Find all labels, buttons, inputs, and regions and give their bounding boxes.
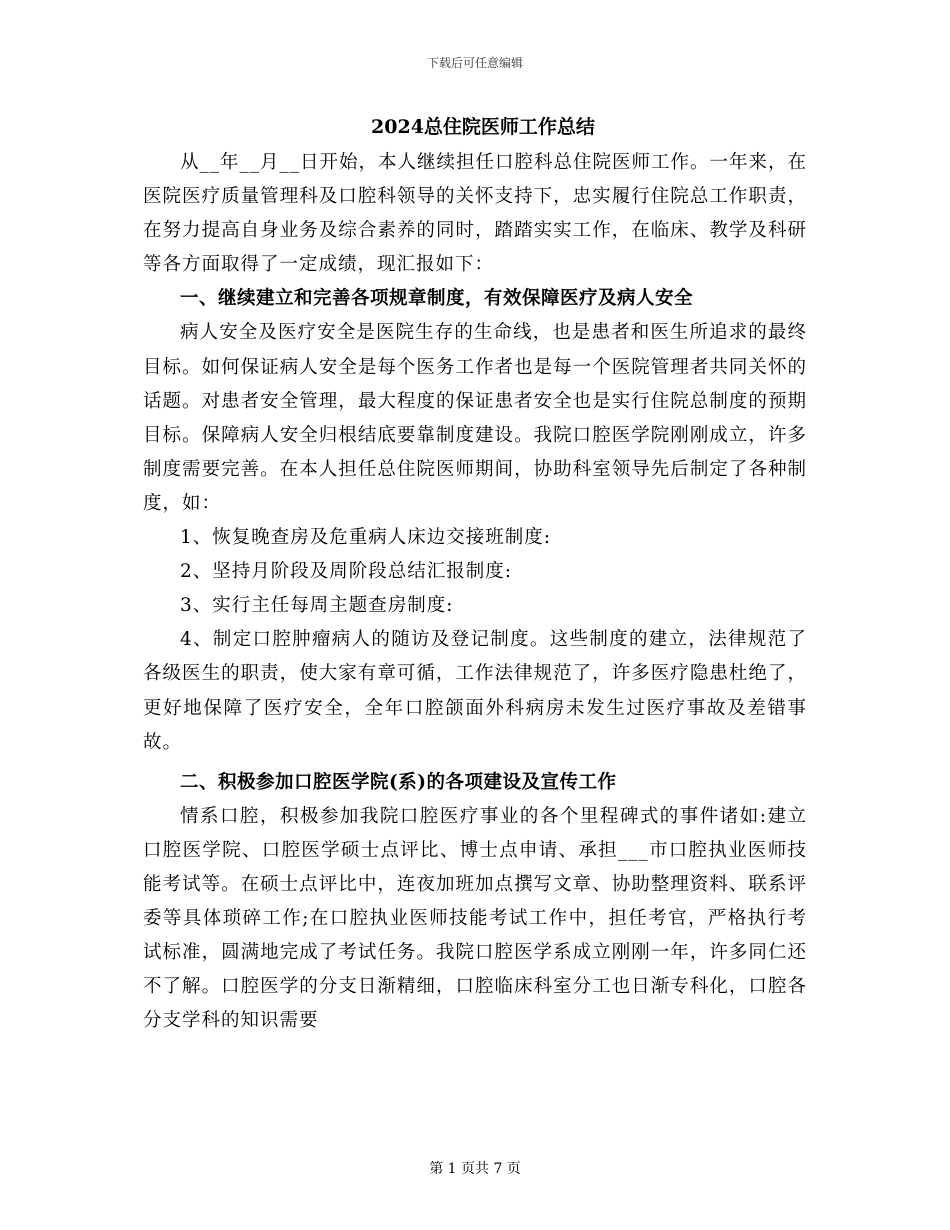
page-header: 下载后可任意编辑 <box>426 56 523 70</box>
section-1-paragraph: 病人安全及医疗安全是医院生存的生命线，也是患者和医生所追求的最终目标。如何保证病人安全是每个医务工作者也是每一个医院管理者共同关怀的话题。对患者安全管理，最大程度的保证患者安全也是实行住院总制度的预期目标。保障病人安全归根结底要靠制度建设。我院口腔医学院刚刚成立，许多制度需要完善。在本人担任总住院医师期间，协助科室领导先后制定了各种制度，如： <box>143 322 807 514</box>
document-title: 2024总住院医师工作总结 <box>371 116 595 138</box>
list-item: 4、制定口腔肿瘤病人的随访及登记制度。这些制度的建立，法律规范了各级医生的职责，使大家有章可循，工作法律规范了，许多医疗隐患杜绝了，更好地保障了医疗安全，全年口腔颌面外科病房未发生过医疗事故及差错事故。 <box>143 629 807 753</box>
section-1-heading: 一、继续建立和完善各项规章制度，有效保障医疗及病人安全 <box>180 288 694 310</box>
list-item: 1、恢复晚查房及危重病人床边交接班制度: <box>180 527 552 549</box>
page-footer: 第 1 页共 7 页 <box>429 1161 521 1177</box>
section-2-heading: 二、积极参加口腔医学院(系)的各项建设及宣传工作 <box>180 771 617 793</box>
document-body <box>143 110 807 1038</box>
list-item: 2、坚持月阶段及周阶段总结汇报制度: <box>180 561 513 583</box>
intro-paragraph: 从__年__月__日开始，本人继续担任口腔科总住院医师工作。一年来，在医院医疗质量管理科及口腔科领导的关怀支持下，忠实履行住院总工作职责，在努力提高自身业务及综合素养的同时，踏踏实实工作，在临床、教学及科研等各方面取得了一定成绩，现汇报如下： <box>143 152 808 276</box>
list-item: 3、实行主任每周主题查房制度: <box>180 595 454 617</box>
section-2-paragraph: 情系口腔，积极参加我院口腔医疗事业的各个里程碑式的事件诸如:建立口腔医学院、口腔医学硕士点评比、博士点申请、承担___市口腔执业医师技能考试等。在硕士点评比中，连夜加班加点撰写文章、协助整理资料、联系评委等具体琐碎工作;在口腔执业医师技能考试工作中，担任考官，严格执行考试标准，圆满地完成了考试任务。我院口腔医学系成立刚刚一年，许多同仁还不了解。口腔医学的分支日渐精细，口腔临床科室分工也日渐专科化，口腔各分支学科的知识需要 <box>143 805 807 1032</box>
